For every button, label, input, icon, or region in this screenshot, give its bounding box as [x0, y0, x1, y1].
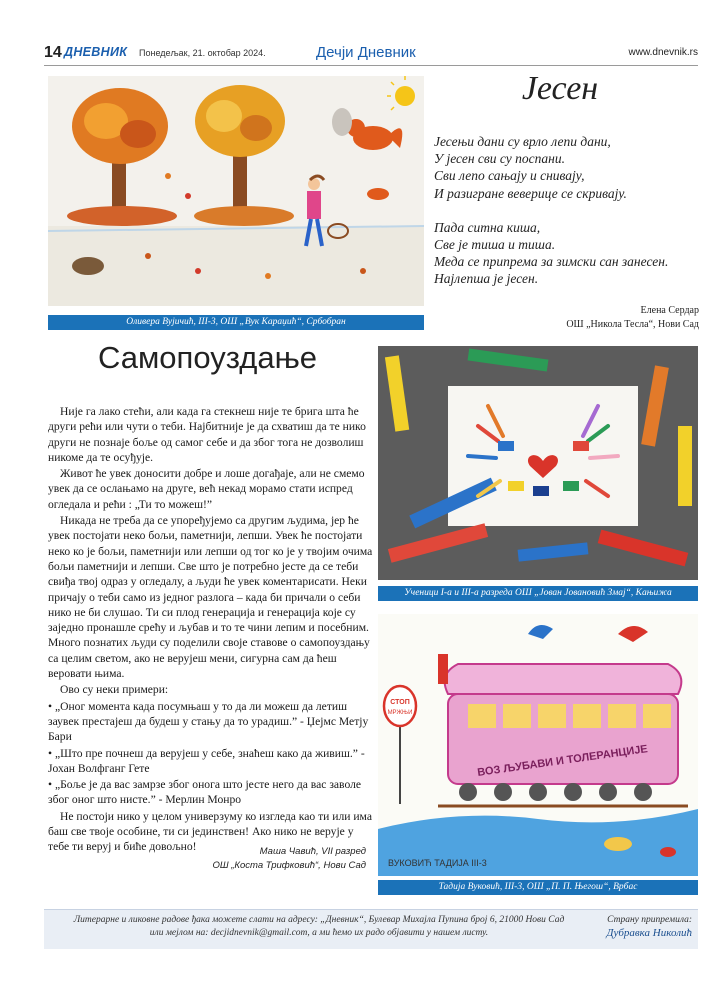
poem-line: Све је тиша и тиша. [434, 237, 556, 253]
autumn-drawing-caption: Оливера Вујичић, III-3, ОШ „Вук Караџић“, Србобран [48, 315, 424, 330]
article-body [48, 404, 374, 856]
article-paragraph: Није га лако стећи, али када га стекнеш није те брига шта ће други рећи или чути о теби. Најбитније је да схватиш да те нико други не познаје боље од самог себе и да због тога не дозволиш никоме да те осуђује. [48, 405, 366, 464]
train-slogan: ВОЗ ЉУБАВИ И ТОЛЕРАНЦИЈЕ [476, 743, 649, 779]
hands-photo-caption: Ученици I-а и III-а разреда ОШ „Јован Јовановић Змај“, Кањижа [378, 586, 698, 601]
tolerance-train-drawing [378, 614, 698, 876]
poem-author: Елена Сердар [640, 305, 699, 316]
poem-line: И разигране веверице се скривају. [434, 185, 627, 201]
submission-email[interactable]: или мејлом на: decjidnevnik@gmail.com, а ми ћемо их радо објавити у нашем листу. [149, 928, 489, 938]
poem-body [434, 133, 704, 305]
article-signature [212, 845, 366, 872]
article-title: Самопоуздање [98, 340, 317, 375]
issue-date: Понедељак, 21. октобар 2024. [139, 48, 266, 58]
article-paragraph: Никада не треба да се упоређујемо са другим људима, јер ће увек постојати неко бољи, паметнији, лепши. Увек ће постојати неко ко је бољи, паметнији или лепши од тог ко је у твојим очима бољи паметнији и лепши. Све што је потребно јесте да се теби свиђа твој одраз у огледалу, а људи ће увек коментарисати. Неки причају о теби само из једног разлога – када би причали о себи нико не би слушао. Ти си плод генерација и генерација које су заједно пронашле срећу и љубав и то те чини лепим и посебним. Много познатих људи су поделили своје ставове о самопоуздању са целим светом, ако не верујеш мени, сигурна сам да ћеш веровати њима. [48, 514, 373, 681]
page-footer [44, 909, 698, 949]
hands-flags-photo [378, 346, 698, 580]
page-editor [606, 914, 692, 940]
article-quote: • „Оног момента када посумњаш у то да ли можеш да летиш заувек престајеш да будеш у стању да то урадиш.” - Џејмс Метју Бари [48, 699, 369, 744]
newspaper-logo: ДНЕВНИК [64, 45, 128, 59]
article-school: ОШ „Коста Трифковић“, Нови Сад [212, 859, 366, 871]
poem-line: У јесен сви су поспани. [434, 151, 565, 167]
poem-title: Јесен [521, 70, 599, 107]
poem-stanza [434, 219, 704, 288]
page-header [44, 42, 698, 66]
poem-school: ОШ „Никола Тесла“, Нови Сад [566, 318, 699, 330]
article-quote: • „Што пре почнеш да верујеш у себе, знаћеш како да живиш.” - Јохан Волфганг Гете [48, 746, 365, 775]
article-closing: Не постоји нико у целом универзуму ко изгледа као ти или има баш све твоје особине, ти си јединствен! Ако нико не верује у тебе ти веруј и биће довољно! [48, 809, 372, 854]
autumn-drawing [48, 76, 424, 306]
train-drawing-caption: Тадија Вуковић, III-3, ОШ „П. П. Његош“, Врбас [378, 880, 698, 895]
prepared-label: Страну припремила: [607, 915, 692, 925]
stop-sign-subtext: МРЖЊИ [387, 710, 413, 716]
submission-address: Литерарне и ликовне радове ђака можете слати на адресу: „Дневник“, Булевар Михајла Пупина број 6, 21000 Нови Сад [73, 915, 565, 925]
editor-name: Дубравка Николић [606, 927, 692, 939]
poem-signature [566, 304, 699, 331]
poem-line: Најлепша је јесен. [434, 271, 539, 287]
page-number: 14 [44, 44, 62, 61]
article-author: Маша Чавић, VII разред [259, 846, 366, 857]
poem-stanza [434, 133, 704, 202]
artist-signature: ВУКОВИЋ ТАДИЈА III-3 [388, 858, 487, 868]
poem-line: Сви лепо сањају и снивају, [434, 168, 585, 184]
poem-line: Пада ситна киша, [434, 219, 541, 235]
article-paragraph: Живот ће увек доносити добре и лоше догађаје, али не смемо увек да се ослањамо на друге, већ некад морамо стати испред огледала и рећи : „Ти то можеш!” [48, 467, 365, 511]
article-quote: • „Боље је да вас замрзе због онога што јесте него да вас заволе због оног што нисте.” - Мерлин Монро [48, 778, 362, 807]
section-title: Дечји Дневник [316, 44, 416, 61]
poem-line: Меда се припрема за зимски сан занесен. [434, 254, 669, 270]
website-url[interactable]: www.dnevnik.rs [628, 47, 698, 58]
article-paragraph: Ово су неки примери: [60, 683, 169, 697]
poem-line: Јесењи дани су врло лепи дани, [434, 134, 611, 149]
stop-sign-text: СТОП [390, 699, 410, 706]
submission-info [54, 914, 584, 940]
